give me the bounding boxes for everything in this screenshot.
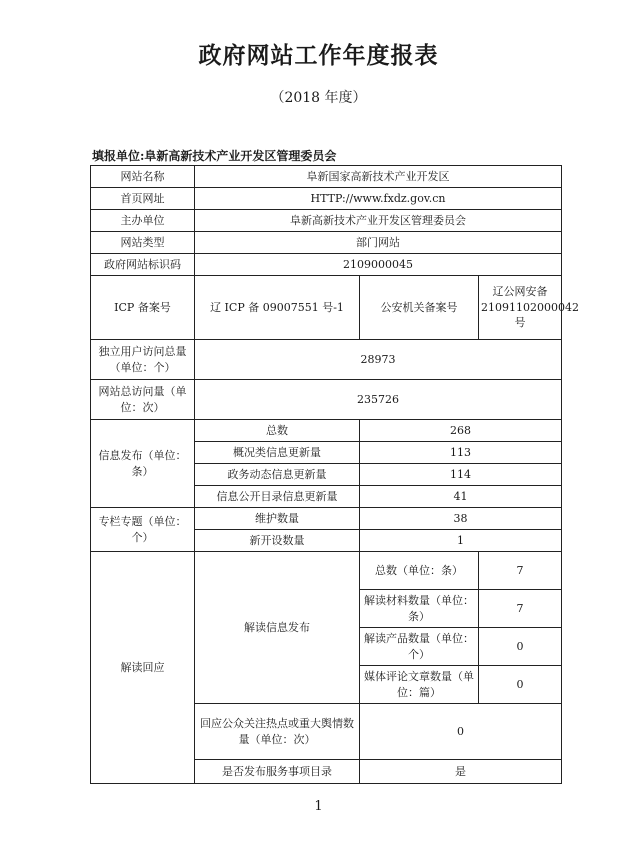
filler-unit: 填报单位:阜新高新技术产业开发区管理委员会 — [92, 149, 337, 163]
row-value: 2109000045 — [195, 254, 562, 276]
homepage-url: HTTP://www.fxdz.gov.cn — [195, 188, 562, 210]
row-value: 235726 — [195, 380, 562, 420]
item-label: 维护数量 — [195, 508, 360, 530]
item-label: 解读材料数量（单位：条） — [360, 590, 479, 628]
table-row — [91, 254, 562, 276]
item-label: 媒体评论文章数量（单位：篇） — [360, 666, 479, 704]
item-label: 政务动态信息更新量 — [195, 464, 360, 486]
item-value: 1 — [360, 530, 562, 552]
icp-number: 辽 ICP 备 09007551 号-1 — [195, 276, 360, 340]
row-label: 主办单位 — [91, 210, 195, 232]
item-label: 概况类信息更新量 — [195, 442, 360, 464]
item-value: 0 — [479, 666, 562, 704]
sub-section-label: 解读信息发布 — [195, 552, 360, 704]
row-label: 网站名称 — [91, 166, 195, 188]
item-value: 7 — [479, 590, 562, 628]
section-label: 解读回应 — [91, 552, 195, 784]
item-value: 41 — [360, 486, 562, 508]
item-label: 新开设数量 — [195, 530, 360, 552]
police-record-label: 公安机关备案号 — [360, 276, 479, 340]
item-label: 是否发布服务事项目录 — [195, 760, 360, 784]
table-row — [91, 232, 562, 254]
item-label: 回应公众关注热点或重大舆情数量（单位：次） — [195, 704, 360, 760]
row-value: 阜新国家高新技术产业开发区 — [195, 166, 562, 188]
row-label: 网站总访问量（单位：次） — [91, 380, 195, 420]
table-row — [91, 340, 562, 380]
table-row — [91, 276, 562, 340]
row-label: 政府网站标识码 — [91, 254, 195, 276]
item-value: 0 — [479, 628, 562, 666]
report-table — [90, 165, 579, 784]
item-value: 114 — [360, 464, 562, 486]
page-title: 政府网站工作年度报表 — [198, 42, 439, 69]
item-label: 信息公开目录信息更新量 — [195, 486, 360, 508]
item-label: 总数（单位：条） — [360, 552, 479, 590]
row-label: 网站类型 — [91, 232, 195, 254]
table-row — [91, 508, 562, 530]
item-label: 总数 — [195, 420, 360, 442]
row-label: ICP 备案号 — [91, 276, 195, 340]
table-row — [91, 210, 562, 232]
row-label: 独立用户访问总量（单位：个） — [91, 340, 195, 380]
item-label: 解读产品数量（单位：个） — [360, 628, 479, 666]
item-value: 268 — [360, 420, 562, 442]
page-number: 1 — [314, 799, 323, 814]
row-label: 首页网址 — [91, 188, 195, 210]
table-row — [91, 166, 562, 188]
table-row — [91, 420, 562, 442]
report-year: （2018 年度） — [270, 90, 367, 106]
item-value: 是 — [360, 760, 562, 784]
item-value: 38 — [360, 508, 562, 530]
section-label: 信息发布（单位：条） — [91, 420, 195, 508]
row-value: 部门网站 — [195, 232, 562, 254]
item-value: 7 — [479, 552, 562, 590]
table-row — [91, 380, 562, 420]
row-value: 阜新高新技术产业开发区管理委员会 — [195, 210, 562, 232]
row-value: 28973 — [195, 340, 562, 380]
table-row — [91, 188, 562, 210]
police-record-number: 辽公网安备21091102000042 号 — [479, 276, 562, 340]
table-row — [91, 552, 562, 590]
section-label: 专栏专题（单位：个） — [91, 508, 195, 552]
item-value: 113 — [360, 442, 562, 464]
item-value: 0 — [360, 704, 562, 760]
